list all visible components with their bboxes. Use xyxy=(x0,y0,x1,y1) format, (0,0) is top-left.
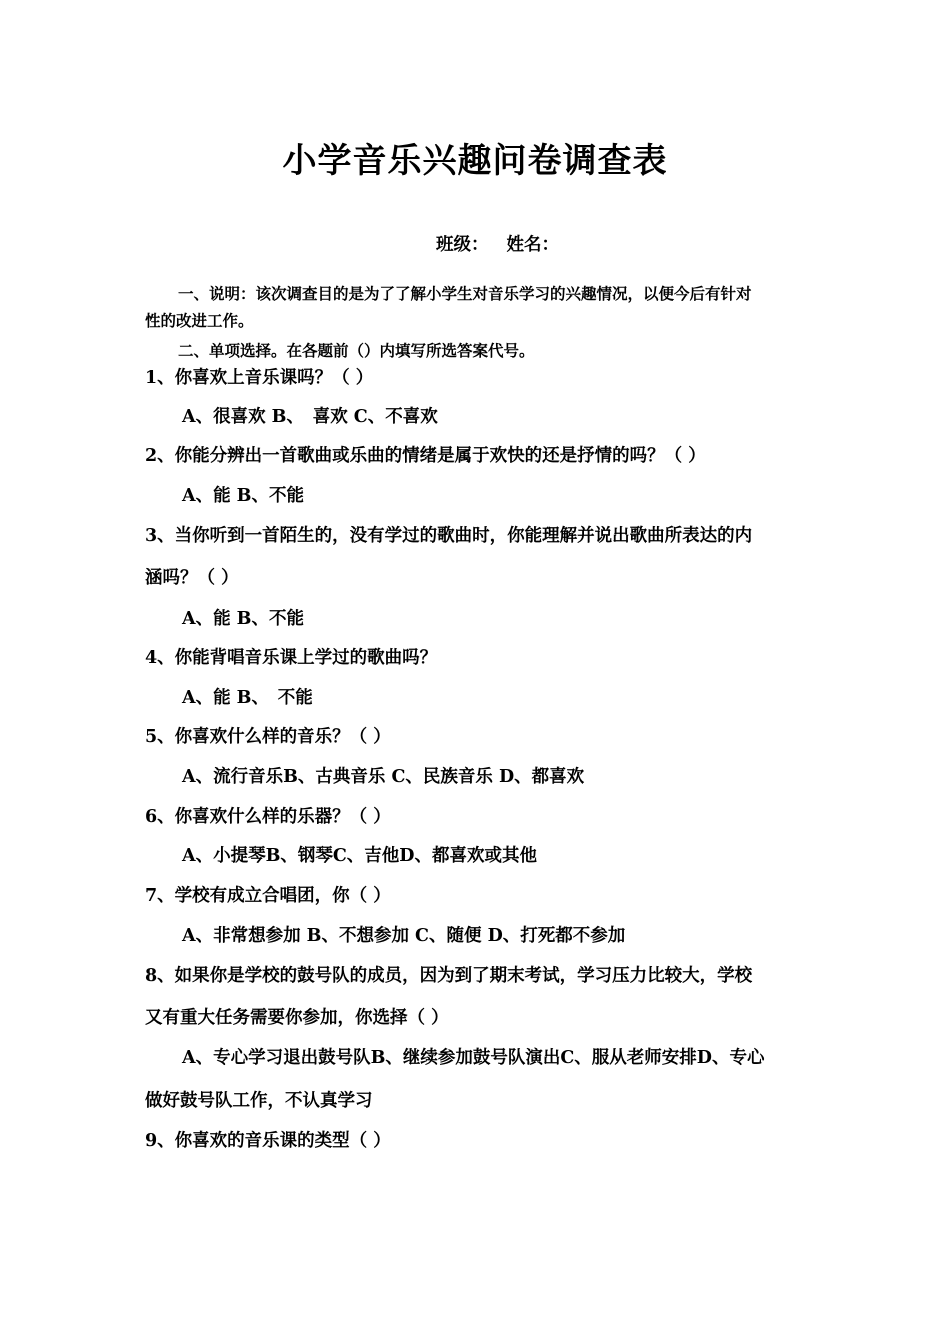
question-8-line-1: 8、如果你是学校的鼓号队的成员，因为到了期末考试，学习压力比较大，学校 xyxy=(145,966,753,986)
question-6: 6、你喜欢什么样的乐器？（ ） xyxy=(145,807,391,827)
intro-line-1: 一、说明：该次调查目的是为了了解小学生对音乐学习的兴趣情况，以便今后有针对 xyxy=(178,284,752,303)
question-3-line-2: 涵吗？（ ） xyxy=(145,568,239,588)
question-3-line-1: 3、当你听到一首陌生的，没有学过的歌曲时，你能理解并说出歌曲所表达的内 xyxy=(145,526,753,546)
student-info xyxy=(436,231,559,256)
question-1-options: A、很喜欢 B、 喜欢 C、不喜欢 xyxy=(182,407,438,427)
question-4-options: A、能 B、 不能 xyxy=(182,688,313,708)
question-7-options: A、非常想参加 B、不想参加 C、随便 D、打死都不参加 xyxy=(182,926,626,946)
question-7: 7、学校有成立合唱团，你（ ） xyxy=(145,886,391,906)
name-label: 姓名： xyxy=(506,235,559,255)
question-9: 9、你喜欢的音乐课的类型（ ） xyxy=(145,1131,391,1151)
question-2: 2、你能分辨出一首歌曲或乐曲的情绪是属于欢快的还是抒情的吗？（ ） xyxy=(145,446,706,466)
question-4: 4、你能背唱音乐课上学过的歌曲吗？ xyxy=(145,648,438,668)
class-label: 班级： xyxy=(436,235,489,255)
question-8-options-line-2: 做好鼓号队工作，不认真学习 xyxy=(145,1091,373,1111)
question-8-line-2: 又有重大任务需要你参加，你选择（ ） xyxy=(145,1008,449,1028)
question-6-options: A、小提琴B、钢琴C、吉他D、都喜欢或其他 xyxy=(182,846,537,866)
intro-line-2: 性的改进工作。 xyxy=(145,311,254,330)
question-3-options: A、能 B、不能 xyxy=(182,609,304,629)
question-5-options: A、流行音乐B、古典音乐 C、民族音乐 D、都喜欢 xyxy=(182,767,585,787)
question-5: 5、你喜欢什么样的音乐？（ ） xyxy=(145,727,391,747)
intro-line-3: 二、单项选择。在各题前（）内填写所选答案代号。 xyxy=(178,341,535,360)
document-title: 小学音乐兴趣问卷调查表 xyxy=(282,141,668,181)
question-1: 1、你喜欢上音乐课吗？（ ） xyxy=(145,368,374,388)
question-8-options-line-1: A、专心学习退出鼓号队B、继续参加鼓号队演出C、服从老师安排D、专心 xyxy=(182,1048,765,1068)
question-2-options: A、能 B、不能 xyxy=(182,486,304,506)
